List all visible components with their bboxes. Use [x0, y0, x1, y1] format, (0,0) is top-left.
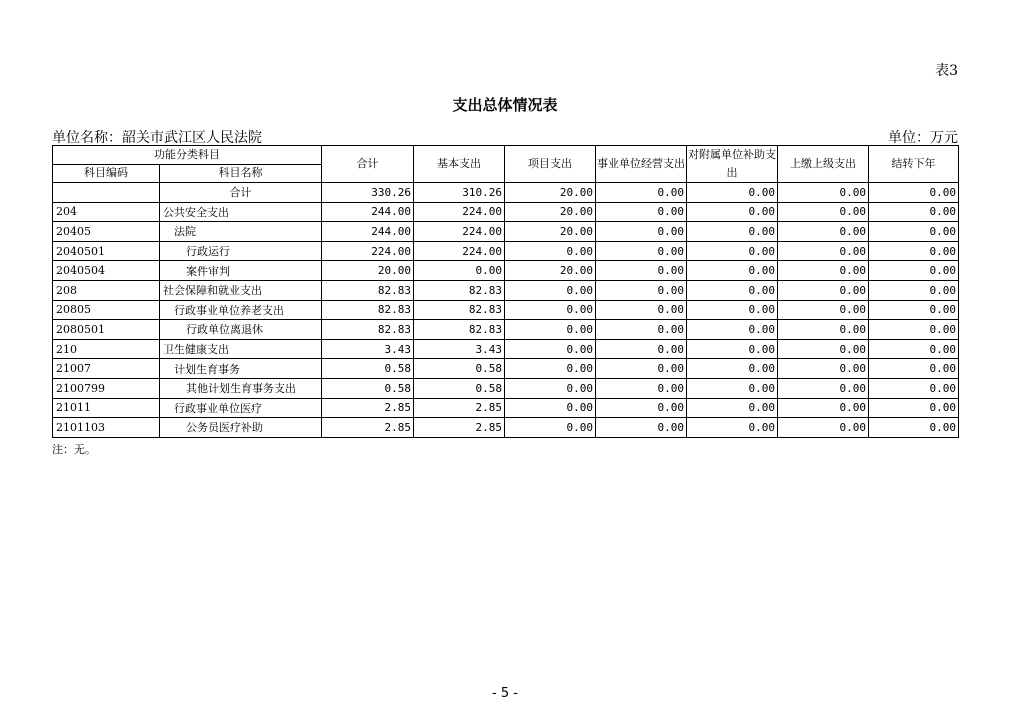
header-subsidy-expenditure: 对附属单位补助支出 [687, 146, 778, 183]
cell-subsidy: 0.00 [687, 183, 778, 203]
cell-business: 0.00 [596, 261, 687, 281]
header-function-category: 功能分类科目 [53, 146, 322, 165]
cell-code: 21011 [53, 398, 160, 418]
cell-upper: 0.00 [778, 202, 869, 222]
cell-name: 卫生健康支出 [160, 339, 322, 359]
unit-name: 单位名称：韶关市武江区人民法院 [52, 130, 262, 146]
cell-project: 20.00 [505, 261, 596, 281]
cell-basic: 310.26 [414, 183, 505, 203]
cell-business: 0.00 [596, 300, 687, 320]
cell-upper: 0.00 [778, 320, 869, 340]
cell-code: 2040504 [53, 261, 160, 281]
header-subject-code: 科目编码 [53, 164, 160, 183]
cell-code [53, 183, 160, 203]
cell-name: 公共安全支出 [160, 202, 322, 222]
cell-business: 0.00 [596, 398, 687, 418]
cell-project: 0.00 [505, 280, 596, 300]
cell-upper: 0.00 [778, 183, 869, 203]
cell-name: 行政单位离退休 [160, 320, 322, 340]
table-row [53, 418, 959, 438]
cell-business: 0.00 [596, 320, 687, 340]
cell-upper: 0.00 [778, 280, 869, 300]
cell-project: 0.00 [505, 241, 596, 261]
cell-name: 案件审判 [160, 261, 322, 281]
table-row [53, 261, 959, 281]
cell-carry: 0.00 [869, 378, 959, 398]
cell-basic: 0.58 [414, 359, 505, 379]
cell-name: 行政事业单位医疗 [160, 398, 322, 418]
cell-subsidy: 0.00 [687, 398, 778, 418]
cell-business: 0.00 [596, 359, 687, 379]
cell-business: 0.00 [596, 418, 687, 438]
cell-name: 合计 [160, 183, 322, 203]
cell-carry: 0.00 [869, 300, 959, 320]
table-row [53, 359, 959, 379]
table-row [53, 241, 959, 261]
cell-name: 行政运行 [160, 241, 322, 261]
cell-total: 82.83 [322, 300, 414, 320]
cell-code: 204 [53, 202, 160, 222]
cell-carry: 0.00 [869, 202, 959, 222]
cell-project: 0.00 [505, 418, 596, 438]
cell-code: 2101103 [53, 418, 160, 438]
cell-business: 0.00 [596, 222, 687, 242]
cell-upper: 0.00 [778, 378, 869, 398]
footnote: 注：无。 [52, 443, 96, 456]
table-row [53, 398, 959, 418]
cell-business: 0.00 [596, 339, 687, 359]
cell-carry: 0.00 [869, 183, 959, 203]
header-upper-expenditure: 上缴上级支出 [778, 146, 869, 183]
cell-project: 0.00 [505, 339, 596, 359]
cell-name: 计划生育事务 [160, 359, 322, 379]
cell-basic: 82.83 [414, 320, 505, 340]
cell-subsidy: 0.00 [687, 320, 778, 340]
cell-subsidy: 0.00 [687, 241, 778, 261]
table-row [53, 202, 959, 222]
header-subject-name: 科目名称 [160, 164, 322, 183]
cell-name: 法院 [160, 222, 322, 242]
cell-total: 244.00 [322, 222, 414, 242]
cell-name: 公务员医疗补助 [160, 418, 322, 438]
cell-code: 2040501 [53, 241, 160, 261]
cell-code: 20405 [53, 222, 160, 242]
cell-subsidy: 0.00 [687, 300, 778, 320]
cell-basic: 2.85 [414, 398, 505, 418]
cell-total: 224.00 [322, 241, 414, 261]
cell-business: 0.00 [596, 378, 687, 398]
table-row [53, 339, 959, 359]
cell-upper: 0.00 [778, 359, 869, 379]
cell-carry: 0.00 [869, 261, 959, 281]
cell-subsidy: 0.00 [687, 378, 778, 398]
cell-carry: 0.00 [869, 359, 959, 379]
cell-name: 行政事业单位养老支出 [160, 300, 322, 320]
cell-subsidy: 0.00 [687, 339, 778, 359]
table-row [53, 378, 959, 398]
cell-carry: 0.00 [869, 222, 959, 242]
table-row-total [53, 183, 959, 203]
page-number: - 5 - [492, 686, 518, 701]
cell-upper: 0.00 [778, 222, 869, 242]
cell-basic: 3.43 [414, 339, 505, 359]
table-row [53, 222, 959, 242]
cell-project: 20.00 [505, 183, 596, 203]
cell-upper: 0.00 [778, 300, 869, 320]
cell-business: 0.00 [596, 183, 687, 203]
cell-total: 3.43 [322, 339, 414, 359]
cell-project: 0.00 [505, 378, 596, 398]
table-row [53, 280, 959, 300]
cell-carry: 0.00 [869, 241, 959, 261]
cell-carry: 0.00 [869, 320, 959, 340]
cell-carry: 0.00 [869, 280, 959, 300]
cell-project: 0.00 [505, 359, 596, 379]
cell-total: 2.85 [322, 398, 414, 418]
cell-upper: 0.00 [778, 418, 869, 438]
page-title: 支出总体情况表 [452, 96, 558, 114]
header-carry-forward: 结转下年 [869, 146, 959, 183]
cell-code: 210 [53, 339, 160, 359]
cell-name: 社会保障和就业支出 [160, 280, 322, 300]
cell-total: 0.58 [322, 359, 414, 379]
cell-project: 0.00 [505, 320, 596, 340]
cell-project: 20.00 [505, 202, 596, 222]
cell-basic: 82.83 [414, 300, 505, 320]
cell-basic: 224.00 [414, 202, 505, 222]
cell-upper: 0.00 [778, 241, 869, 261]
cell-basic: 82.83 [414, 280, 505, 300]
cell-business: 0.00 [596, 202, 687, 222]
cell-subsidy: 0.00 [687, 202, 778, 222]
cell-total: 330.26 [322, 183, 414, 203]
cell-code: 208 [53, 280, 160, 300]
cell-code: 2080501 [53, 320, 160, 340]
cell-subsidy: 0.00 [687, 418, 778, 438]
cell-carry: 0.00 [869, 398, 959, 418]
cell-subsidy: 0.00 [687, 261, 778, 281]
header-basic-expenditure: 基本支出 [414, 146, 505, 183]
cell-project: 0.00 [505, 398, 596, 418]
cell-total: 244.00 [322, 202, 414, 222]
cell-subsidy: 0.00 [687, 280, 778, 300]
cell-basic: 0.00 [414, 261, 505, 281]
cell-carry: 0.00 [869, 418, 959, 438]
cell-business: 0.00 [596, 241, 687, 261]
table-row [53, 320, 959, 340]
header-business-expenditure: 事业单位经营支出 [596, 146, 687, 183]
cell-upper: 0.00 [778, 339, 869, 359]
header-project-expenditure: 项目支出 [505, 146, 596, 183]
cell-project: 0.00 [505, 300, 596, 320]
cell-code: 20805 [53, 300, 160, 320]
table-number: 表3 [935, 63, 958, 79]
cell-total: 0.58 [322, 378, 414, 398]
cell-business: 0.00 [596, 280, 687, 300]
cell-name: 其他计划生育事务支出 [160, 378, 322, 398]
cell-upper: 0.00 [778, 398, 869, 418]
table-row [53, 300, 959, 320]
cell-subsidy: 0.00 [687, 359, 778, 379]
cell-total: 20.00 [322, 261, 414, 281]
cell-subsidy: 0.00 [687, 222, 778, 242]
cell-total: 82.83 [322, 320, 414, 340]
cell-total: 82.83 [322, 280, 414, 300]
cell-project: 20.00 [505, 222, 596, 242]
cell-basic: 224.00 [414, 241, 505, 261]
cell-upper: 0.00 [778, 261, 869, 281]
cell-carry: 0.00 [869, 339, 959, 359]
cell-total: 2.85 [322, 418, 414, 438]
cell-basic: 2.85 [414, 418, 505, 438]
header-total: 合计 [322, 146, 414, 183]
cell-basic: 0.58 [414, 378, 505, 398]
cell-basic: 224.00 [414, 222, 505, 242]
expenditure-table [52, 145, 959, 438]
cell-code: 2100799 [53, 378, 160, 398]
currency-unit: 单位：万元 [888, 130, 958, 146]
cell-code: 21007 [53, 359, 160, 379]
